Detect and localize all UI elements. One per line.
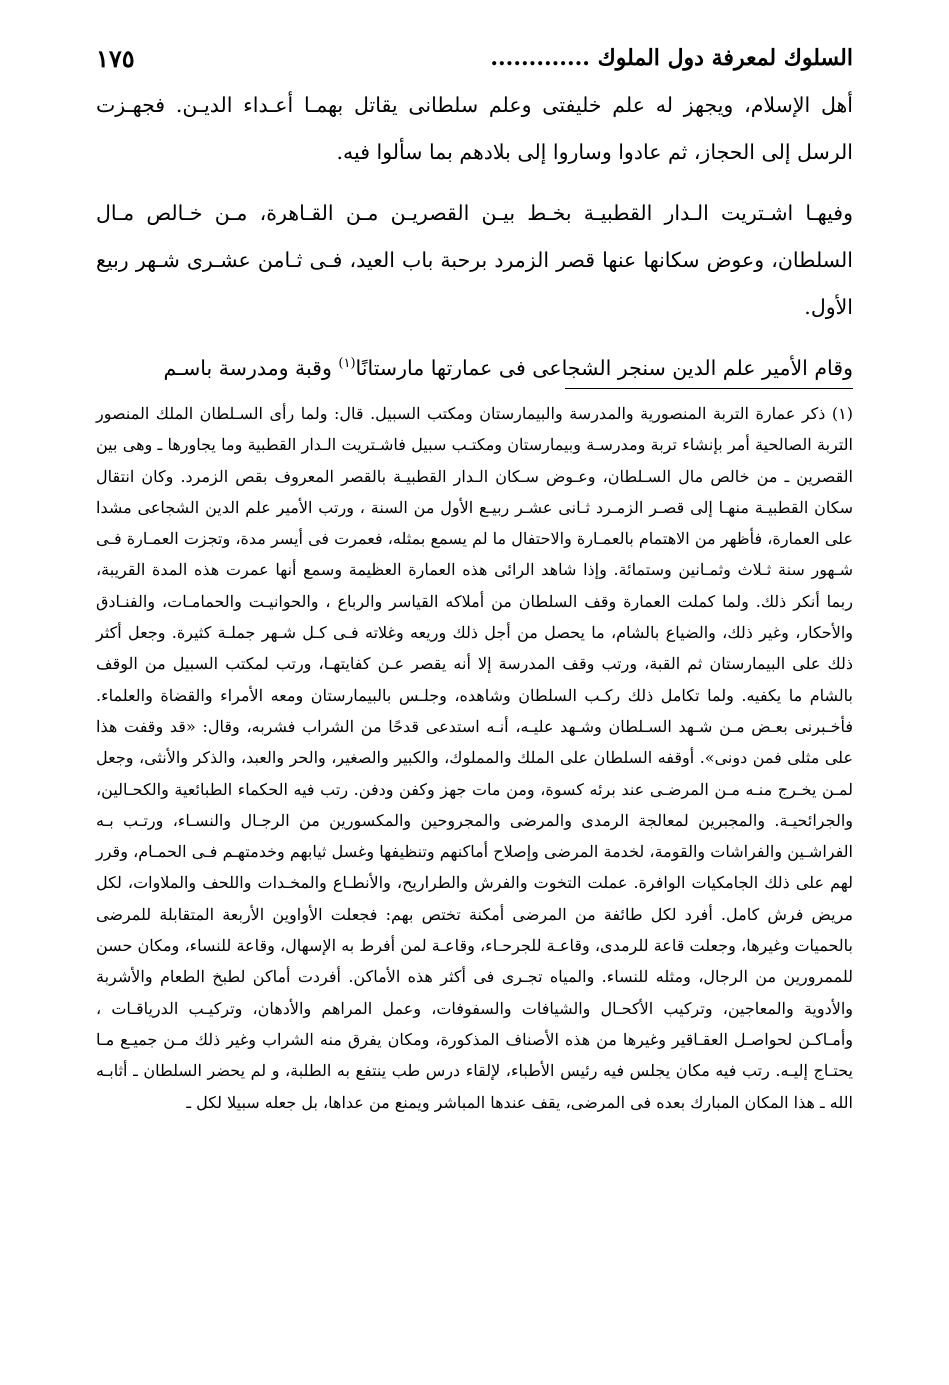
paragraph-text: وقبة ومدرسة باسـم xyxy=(163,356,339,380)
book-title: السلوك لمعرفة دول الملوك ..... xyxy=(490,45,853,71)
paragraph-text: وقام الأمير علم الدين سنجر الشجاعى فى عمارتها مارستانًا xyxy=(355,356,853,380)
paragraph: وفيهـا اشـتريت الـدار القطبيـة بخـط بيـن القصريـن مـن القـاهرة، مـن خـالص مـال السلطان، وعوض سكانها عنها قصر الزمرد برحبة باب العيد، فـى ثـامن عشـرى شـهر ربيع الأول. xyxy=(96,201,853,319)
paragraph xyxy=(96,345,853,392)
running-header xyxy=(96,40,853,76)
main-text xyxy=(96,82,853,406)
footnote: (١) ذكر عمارة التربة المنصورية والمدرسة والبيمارستان ومكتب السبيل. قال: ولما رأى السـلطان الملك المنصور التربة الصالحية أمر بإنشاء تربة ومدرسـة وبيمارستان ومكتـب سبيل فاشـتريت الـدار القطبية وما يجاورها ـ وهى بين القصرين ـ من خالص مال السـلطان، وعـوض سـكان الـدار القطبيـة بالقصر المعروف بقص الزمرد. وكان انتقال سكان القطبيـة منهـا إلى قصـر الزمـرد ثـانى عشـر ربيـع الأول من السنة ، ورتب الأمير علم الدين الشجاعى مشدا على العمارة، فأظهر من الاهتمام بالعمـارة والاحتفال ما لم يسمع بمثله، فعمرت فى أيسر مدة، وتجزت العمـارة فـى شـهور سنة ثـلاث وثمـانين وستمائة. وإذا شاهد الرائى هذه العمارة العظيمة وسمع أنها عمرت هذه المدة القريبة، ربما أنكر ذلك. ولما كملت العمارة وقف السلطان من أملاكه القياسر والرباع ، والحوانيـت والحمامـات، والفنـادق والأحكار، وغير ذلك، والضياع بالشام، ما يحصل من أجل ذلك وريعه وغلاته فـى كـل شـهر جملـة كثيرة. وجعل أكثر ذلك على البيمارستان ثم القبة، ورتب وقف المدرسة إلا أنه يقصر عـن كفايتهـا، ورتب لمكتب السبيل من الوقف بالشام ما يكفيه. ولما تكامل ذلك ركـب السلطان وشاهده، وجلـس بالبيمارستان ومعه الأمراء والقضاة والعلماء. فأخـبرنى بعـض مـن شـهد السـلطان وشـهد عليـه، أنـه استدعى قدحًا من الشراب فشربه، وقال: «قد وقفت هذا على مثلى فمن دونى». أوقفه السلطان على الملك والمملوك، والكبير والصغير، والحر والعبد، والذكر والأنثى، وجعل لمـن يخـرج منـه مـن المرضـى عند برئه كسوة، ومن مات جهز وكفن ودفن. رتب فيه الحكماء الطبائعية والكحـالين، والجرائحيـة. والمجبرين لمعالجة الرمدى والمرضى والمجروحين والمكسورين من الرجـال والنسـاء، ورتـب بـه الفراشـين والفراشات والقومة، لخدمة المرضى وإصلاح أماكنهم وتنظيفها وغسل ثيابهم وخدمتهـم فـى الحمـام، وقرر لهم على ذلك الجامكيات الوافرة. عملت التخوت والفرش والطراريح، والأنطـاع والمخـدات واللحف والملاوات، لكل مريض فرش كامل. أفرد لكل طائفة من المرضى أمكنة تختص بهم: فجعلت الأواوين الأربعة المتقابلة للمرضى بالحميات وغيرها، وجعلت قاعة للرمدى، وقاعـة للجرحـاء، وقاعـة لمن أفرط به الإسهال، وقاعة للنساء، ومكان حسن للممرورين من الرجال، ومثله للنساء. والمياه تجـرى فى أكثر هذه الأماكن. أفردت أماكن لطبخ الطعام والأشربة والأدوية والمعاجين، وتركيب الأكحـال والشيافات والسفوفات، وعمل المراهم والأدهان، وتركيـب الدرياقـات ، وأمـاكـن لحواصـل العقـاقير وغيرها من هذه الأصناف المذكورة، ومكان يفرق منه الشراب وغير ذلك مـن جميـع مـا يحتـاج إليـه. رتب فيه مكان يجلس فيه رئيس الأطباء، لإلقاء درس طب ينتفع به الطلبة، و لم يحضر السلطان ـ أثابـه الله ـ هذا المكان المبارك بعده فى المرضى، يقف عندها المباشر ويمنع من عداها، بل جعله سبيلا لكل ـ xyxy=(96,404,854,1112)
footnote-separator xyxy=(565,388,853,389)
page-number: ١٧٥ xyxy=(96,43,135,73)
paragraph: أهل الإسلام، ويجهز له علم خليفتى وعلم سلطانى يقاتل بهمـا أعـداء الديـن. فجهـزت الرسل إلى الحجاز، ثم عادوا وساروا إلى بلادهم بما سألوا فيه. xyxy=(96,93,853,164)
footnotes xyxy=(96,398,853,1118)
footnote-reference[interactable]: (١) xyxy=(338,356,356,372)
